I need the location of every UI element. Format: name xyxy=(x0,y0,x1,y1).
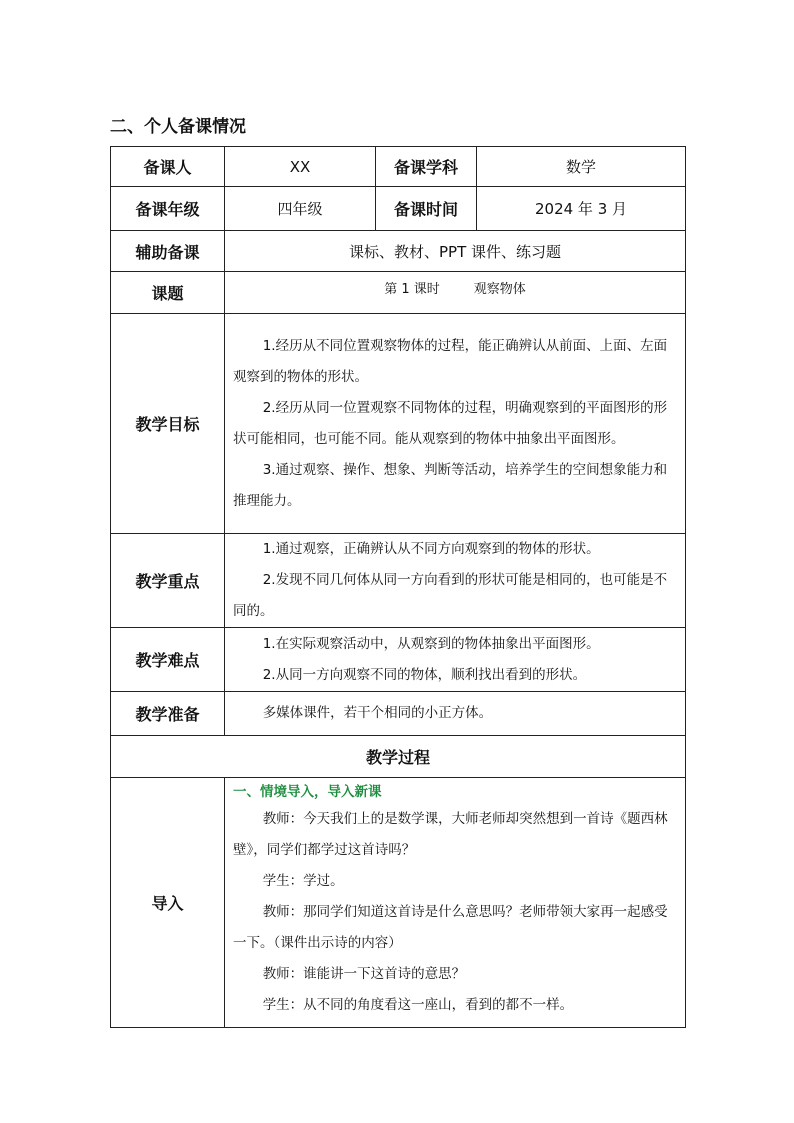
label-resources: 辅助备课 xyxy=(111,231,225,272)
intro-subheading: 一、情境导入，导入新课 xyxy=(233,784,382,800)
goal-item: 1.经历从不同位置观察物体的过程，能正确辨认从前面、上面、左面观察到的物体的形状。 xyxy=(233,337,668,385)
section-heading: 二、个人备课情况 xyxy=(110,117,246,137)
intro-line: 教师：谁能讲一下这首诗的意思？ xyxy=(262,966,466,982)
intro-line: 教师：今天我们上的是数学课，大师老师却突然想到一首诗《题西林壁》，同学们都学过这首诗吗？ xyxy=(233,811,668,858)
preparation-value: 多媒体课件，若干个相同的小正方体。 xyxy=(262,705,493,721)
row-resources xyxy=(111,231,686,272)
label-grade: 备课年级 xyxy=(111,187,225,231)
row-preparation xyxy=(111,692,686,736)
topic-value xyxy=(225,272,686,314)
row-key-points xyxy=(111,534,686,628)
subject-value: 数学 xyxy=(477,147,686,187)
process-title: 教学过程 xyxy=(111,736,686,778)
difficulty-item: 2.从同一方向观察不同的物体，顺利找出看到的形状。 xyxy=(262,666,587,683)
lesson-plan-table xyxy=(110,146,686,1028)
time-value: 2024 年 3 月 xyxy=(477,187,686,231)
lesson-title: 观察物体 xyxy=(473,282,526,297)
difficulties-content xyxy=(225,628,686,692)
label-subject: 备课学科 xyxy=(376,147,477,187)
row-grade xyxy=(111,187,686,231)
key-points-content xyxy=(225,534,686,628)
row-preparer xyxy=(111,147,686,187)
row-process-title xyxy=(111,736,686,778)
intro-content xyxy=(225,778,686,1028)
label-preparer: 备课人 xyxy=(111,147,225,187)
label-preparation: 教学准备 xyxy=(111,692,225,736)
label-topic: 课题 xyxy=(111,272,225,314)
intro-line: 学生：学过。 xyxy=(262,873,344,889)
label-key-points: 教学重点 xyxy=(111,534,225,628)
preparer-value: XX xyxy=(225,147,376,187)
difficulty-item: 1.在实际观察活动中，从观察到的物体抽象出平面图形。 xyxy=(262,635,600,652)
preparation-content xyxy=(225,692,686,736)
resources-value: 课标、教材、PPT 课件、练习题 xyxy=(225,231,686,272)
goal-item: 2.经历从同一位置观察不同物体的过程，明确观察到的平面图形的形状可能相同，也可能不同。能从观察到的物体中抽象出平面图形。 xyxy=(233,399,668,447)
intro-line: 学生：从不同的角度看这一座山，看到的都不一样。 xyxy=(262,997,574,1013)
label-goals: 教学目标 xyxy=(111,314,225,534)
label-intro: 导入 xyxy=(111,778,225,1028)
key-point-item: 1.通过观察，正确辨认从不同方向观察到的物体的形状。 xyxy=(262,541,600,557)
lesson-number: 第 1 课时 xyxy=(384,282,440,297)
row-intro xyxy=(111,778,686,1028)
row-difficulties xyxy=(111,628,686,692)
row-goals xyxy=(111,314,686,534)
label-difficulties: 教学难点 xyxy=(111,628,225,692)
row-topic xyxy=(111,272,686,314)
intro-line: 教师：那同学们知道这首诗是什么意思吗？老师带领大家再一起感受一下。（课件出示诗的内容） xyxy=(233,904,668,951)
grade-value: 四年级 xyxy=(225,187,376,231)
key-point-item: 2.发现不同几何体从同一方向看到的形状可能是相同的，也可能是不同的。 xyxy=(233,572,668,619)
goal-item: 3.通过观察、操作、想象、判断等活动，培养学生的空间想象能力和推理能力。 xyxy=(233,461,668,509)
label-time: 备课时间 xyxy=(376,187,477,231)
goals-content xyxy=(225,314,686,534)
